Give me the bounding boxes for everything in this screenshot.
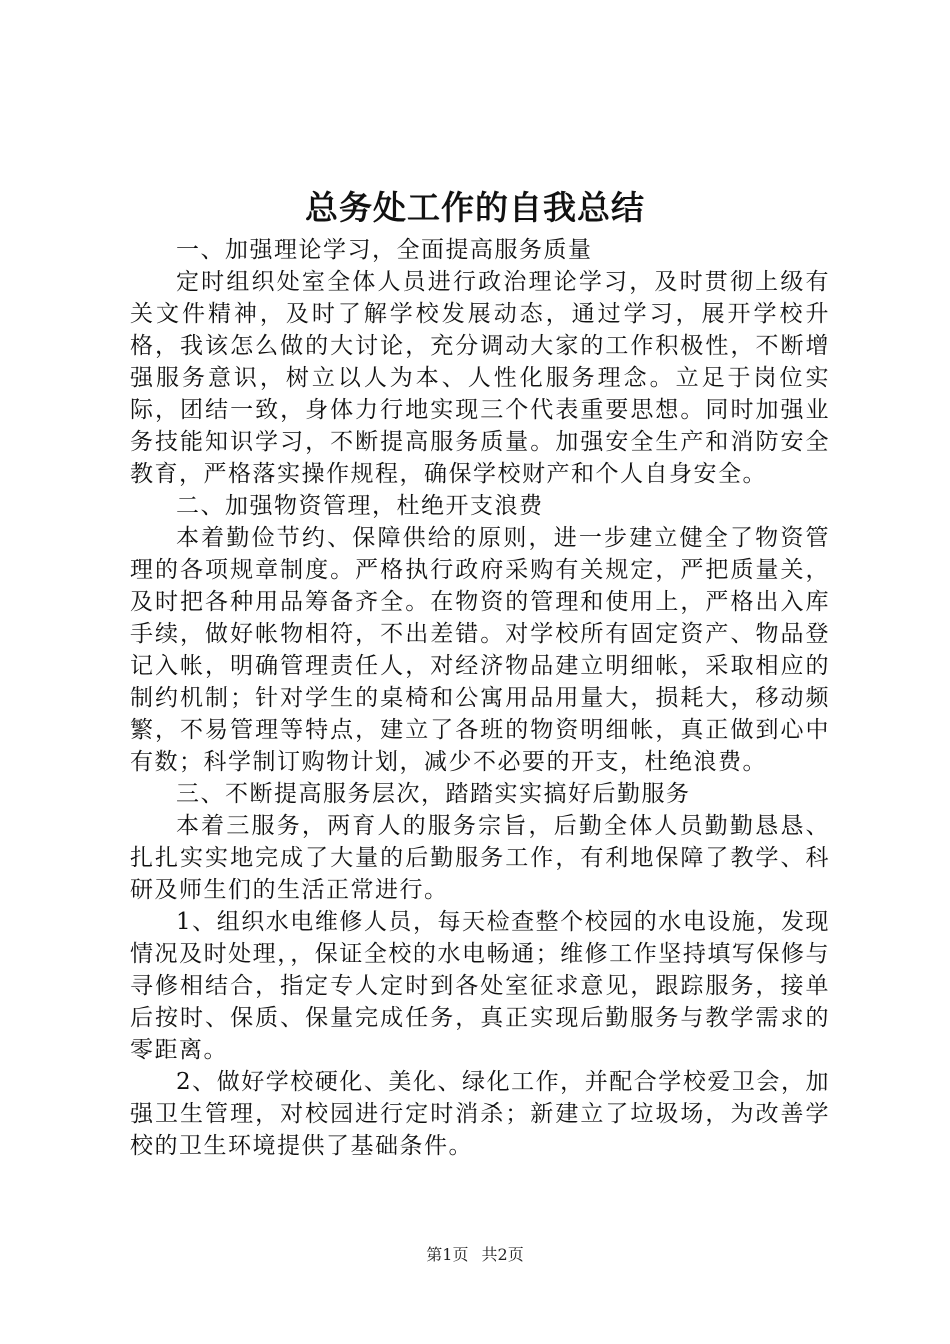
section-heading-2: 二、加强物资管理，杜绝开支浪费: [176, 493, 544, 519]
page-total: 共2页: [481, 1245, 524, 1264]
page-number: 第1页: [426, 1245, 469, 1264]
paragraph: 定时组织处室全体人员进行政治理论学习，及时贯彻上级有关文件精神，及时了解学校发展动态，通过学习，展开学校升格，我该怎么做的大讨论，充分调动大家的工作积极性，不断增强服务意识，树立以人为本、人性化服务理念。立足于岗位实际，团结一致，身体力行地实现三个代表重要思想。同时加强业务技能知识学习，不断提高服务质量。加强安全生产和消防安全教育，严格落实操作规程，确保学校财产和个人自身安全。: [130, 269, 830, 487]
paragraph: 本着三服务，两育人的服务宗旨，后勤全体人员勤勤恳恳、扎扎实实地完成了大量的后勤服务工作，有利地保障了教学、科研及师生们的生活正常进行。: [130, 813, 830, 903]
page-footer: [0, 1244, 950, 1266]
document-title: 总务处工作的自我总结: [305, 188, 645, 227]
paragraph: 2、做好学校硬化、美化、绿化工作，并配合学校爱卫会，加强卫生管理，对校园进行定时消杀；新建立了垃圾场，为改善学校的卫生环境提供了基础条件。: [130, 1069, 830, 1159]
paragraph: 1、组织水电维修人员，每天检查整个校园的水电设施，发现情况及时处理，，保证全校的水电畅通；维修工作坚持填写保修与寻修相结合，指定专人定时到各处室征求意见，跟踪服务，接单后按时、保质、保量完成任务，真正实现后勤服务与教学需求的零距离。: [130, 909, 830, 1063]
paragraph: 本着勤俭节约、保障供给的原则，进一步建立健全了物资管理的各项规章制度。严格执行政府采购有关规定，严把质量关，及时把各种用品筹备齐全。在物资的管理和使用上，严格出入库手续，做好帐物相符，不出差错。对学校所有固定资产、物品登记入帐，明确管理责任人，对经济物品建立明细帐，采取相应的制约机制；针对学生的桌椅和公寓用品用量大，损耗大，移动频繁，不易管理等特点，建立了各班的物资明细帐，真正做到心中有数；科学制订购物计划，减少不必要的开支，杜绝浪费。: [130, 525, 830, 775]
section-heading-1: 一、加强理论学习，全面提高服务质量: [176, 237, 593, 263]
document-body: [130, 234, 830, 1162]
section-heading-3: 三、不断提高服务层次，踏踏实实搞好后勤服务: [176, 781, 691, 807]
